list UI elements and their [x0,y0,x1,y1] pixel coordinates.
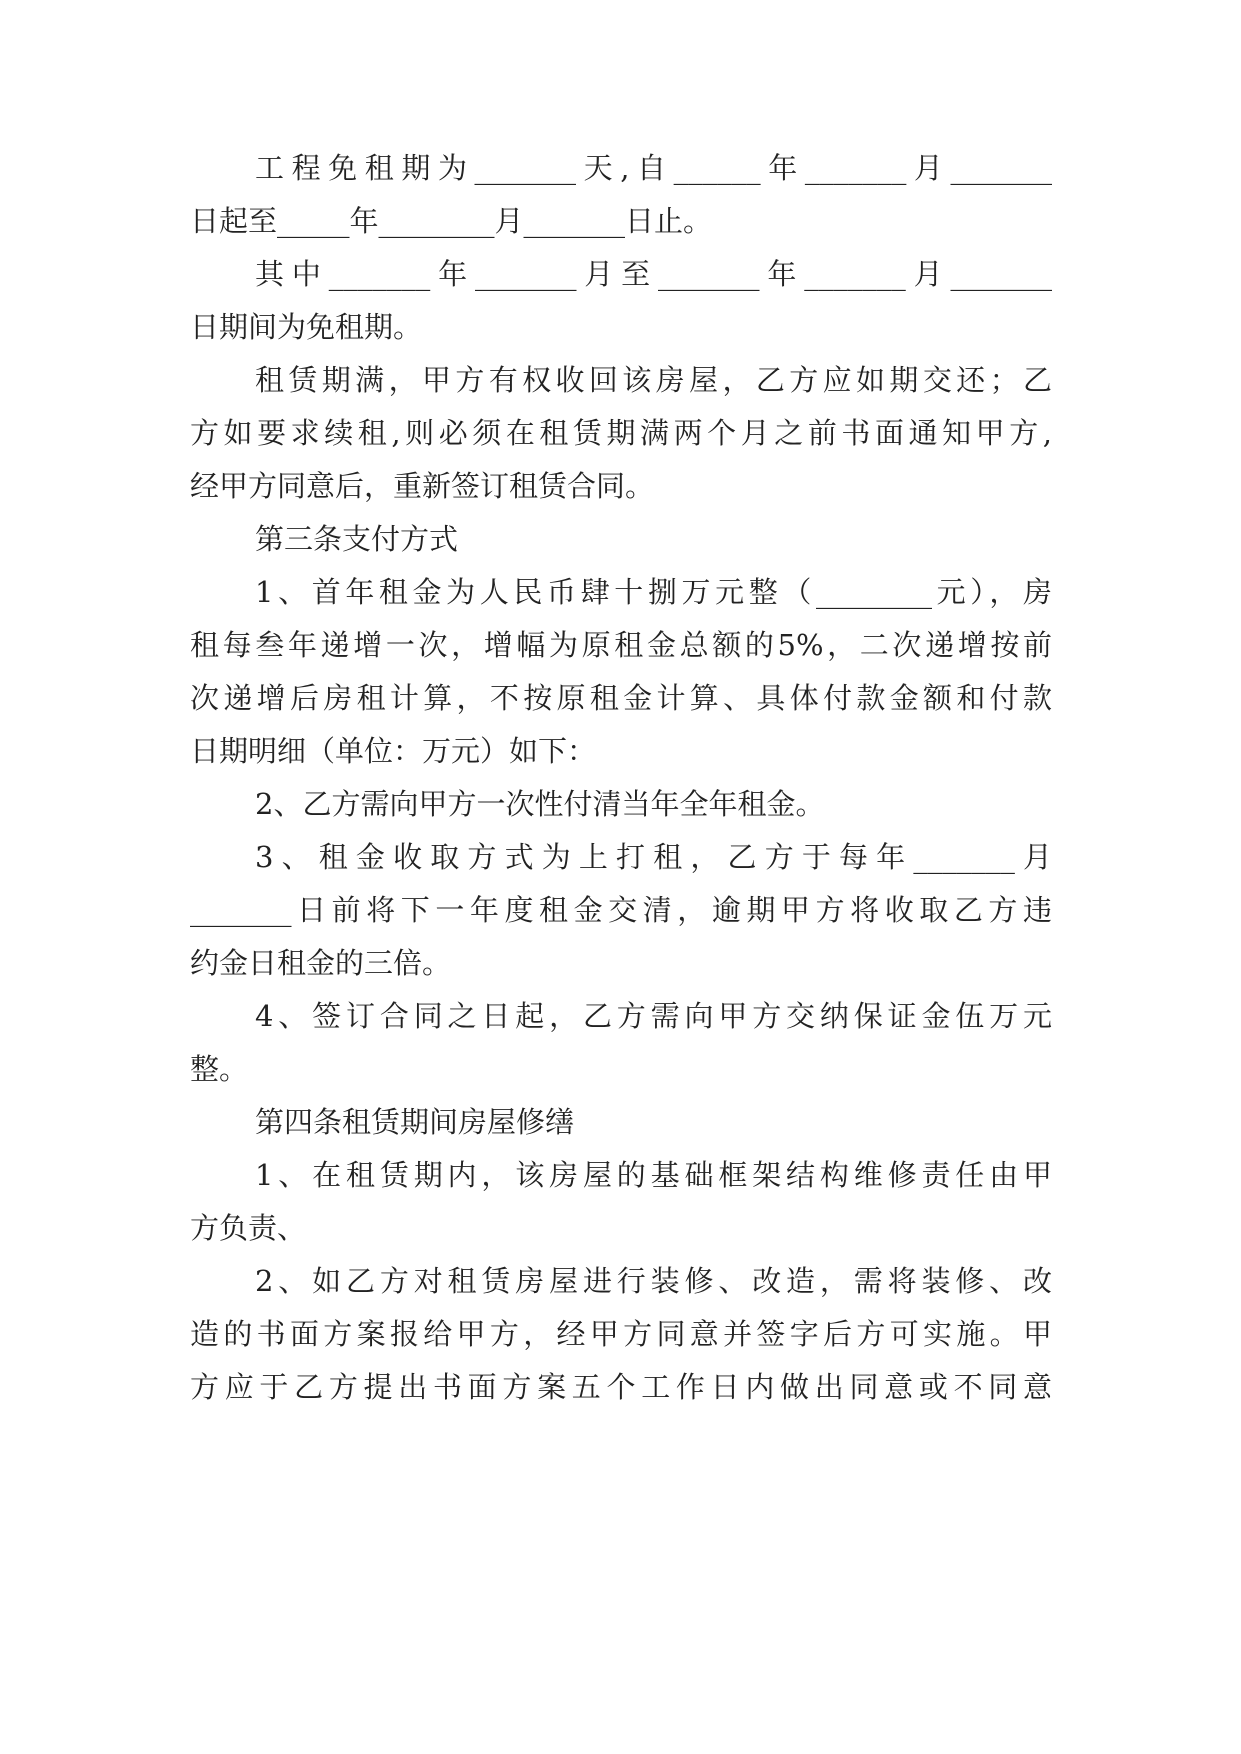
paragraph-line: 日期明细（单位：万元）如下： [190,734,597,768]
paragraph-line: 次递增后房租计算，不按原租金计算、具体付款金额和付款 [190,681,1052,715]
paragraph-line: 日期间为免租期。 [190,310,423,344]
paragraph-line: _______日前将下一年度租金交清，逾期甲方将收取乙方违 [190,893,1052,927]
paragraph-line: 4、签订合同之日起，乙方需向甲方交纳保证金伍万元 [255,999,1052,1033]
paragraph-line: 方如要求续租,则必须在租赁期满两个月之前书面通知甲方, [190,416,1052,450]
paragraph-line: 约金日租金的三倍。 [190,946,452,980]
paragraph-line: 3、租金收取方式为上打租，乙方于每年_______月 [255,840,1052,874]
paragraph-line: 日起至_____年________月_______日止。 [190,204,713,238]
paragraph-line: 其中_______年_______月至_______年_______月_______ [255,257,1052,291]
paragraph-line: 1、在租赁期内，该房屋的基础框架结构维修责任由甲 [255,1158,1052,1192]
paragraph-line: 2、乙方需向甲方一次性付清当年全年租金。 [255,787,825,821]
paragraph-line: 经甲方同意后，重新签订租赁合同。 [190,469,655,503]
paragraph-line: 整。 [190,1052,249,1086]
paragraph-line: 2、如乙方对租赁房屋进行装修、改造，需将装修、改 [255,1264,1052,1298]
paragraph-line: 方应于乙方提出书面方案五个工作日内做出同意或不同意 [190,1370,1052,1404]
paragraph-line: 1、首年租金为人民币肆十捌万元整（________元），房 [255,575,1052,609]
paragraph-line: 租赁期满，甲方有权收回该房屋，乙方应如期交还；乙 [255,363,1052,397]
paragraph-line: 造的书面方案报给甲方，经甲方同意并签字后方可实施。甲 [190,1317,1052,1351]
paragraph-line: 租每叁年递增一次，增幅为原租金总额的5%，二次递增按前 [190,628,1052,662]
paragraph-line: 方负责、 [190,1211,307,1245]
section-heading: 第三条支付方式 [255,522,459,556]
section-heading: 第四条租赁期间房屋修缮 [255,1105,575,1139]
paragraph-line: 工程免租期为_______天,自______年_______月_______ [255,151,1052,185]
